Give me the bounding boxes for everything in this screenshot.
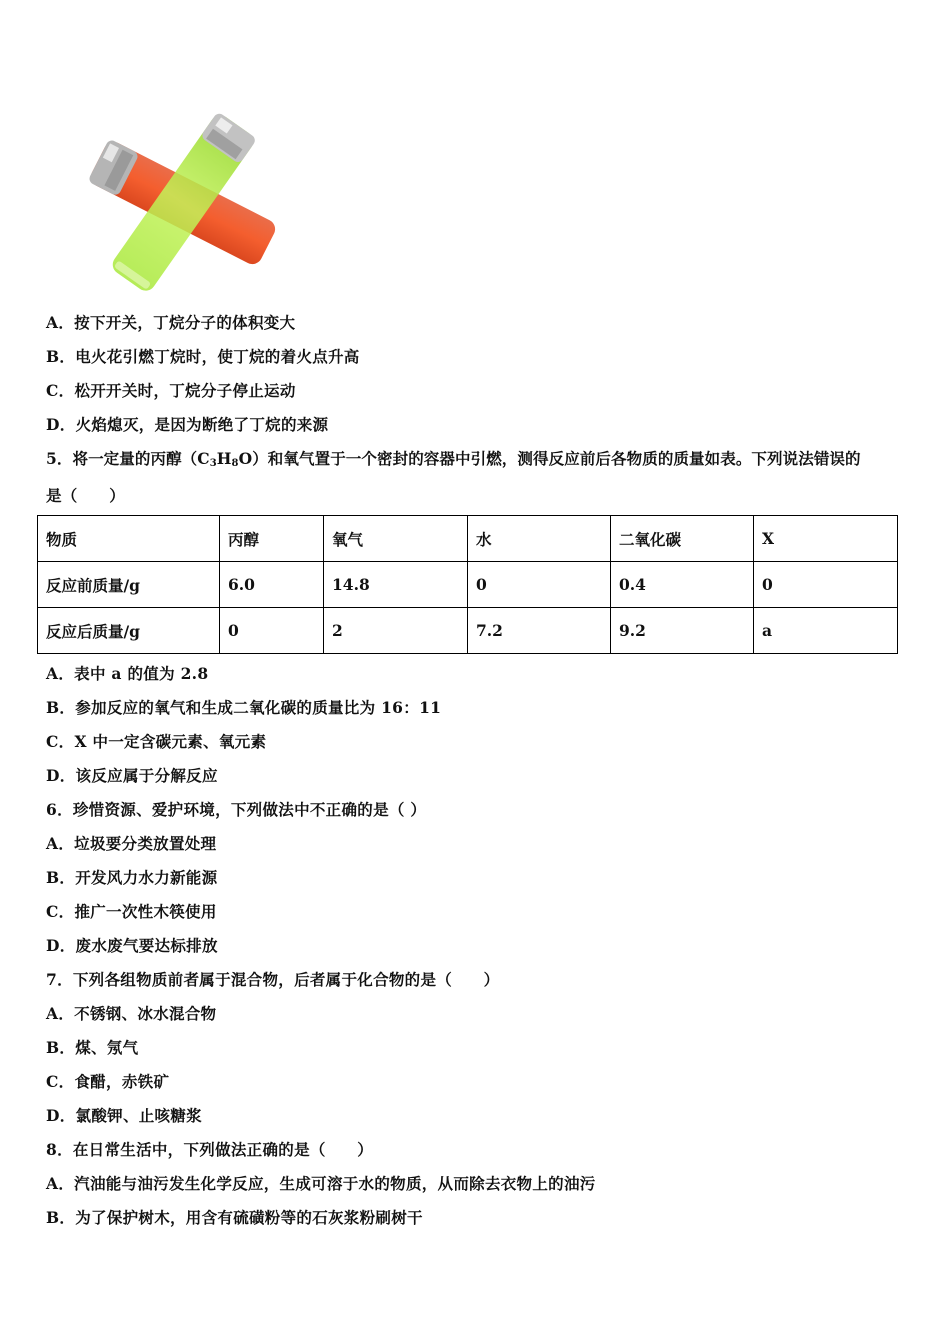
table-header-cell: X	[754, 516, 898, 562]
table-cell: 14.8	[324, 562, 468, 608]
table-header-cell: 二氧化碳	[611, 516, 754, 562]
table-cell: a	[754, 608, 898, 654]
q7-option-d: D．氯酸钾、止咳糖浆	[46, 1106, 202, 1125]
table-cell: 0	[220, 608, 324, 654]
q4-option-a: A．按下开关，丁烷分子的体积变大	[46, 313, 296, 332]
table-cell: 9.2	[611, 608, 754, 654]
table-header-cell: 丙醇	[220, 516, 324, 562]
q5-option-b: B．参加反应的氧气和生成二氧化碳的质量比为 16：11	[46, 698, 442, 717]
table-cell: 0.4	[611, 562, 754, 608]
table-cell: 反应后质量/g	[38, 608, 220, 654]
table-cell: 2	[324, 608, 468, 654]
q6-option-d: D．废水废气要达标排放	[46, 936, 218, 955]
table-header-cell: 氧气	[324, 516, 468, 562]
q5-option-a: A．表中 a 的值为 2.8	[46, 664, 209, 683]
q7-option-b: B．煤、氖气	[46, 1038, 139, 1057]
q6-option-c: C．推广一次性木筷使用	[46, 902, 217, 921]
q8-option-a: A．汽油能与油污发生化学反应，生成可溶于水的物质，从而除去衣物上的油污	[46, 1174, 596, 1193]
table-header-cell: 物质	[38, 516, 220, 562]
q6-option-a: A．垃圾要分类放置处理	[46, 834, 217, 853]
lighters-illustration	[78, 108, 288, 293]
q5-stem: 5．将一定量的丙醇$(C_3H_8O)$和氧气置于一个密封的容器中引燃，测得反应前后各物质的质量如表。下列说法错误的	[46, 449, 861, 469]
mass-table	[37, 515, 898, 654]
q6-option-b: B．开发风力水力新能源	[46, 868, 218, 887]
q5-option-d: D．该反应属于分解反应	[46, 766, 218, 785]
q7-stem: 7．下列各组物质前者属于混合物，后者属于化合物的是（ ）	[46, 970, 500, 989]
table-cell: 0	[468, 562, 611, 608]
table-row	[38, 608, 898, 654]
table-row	[38, 562, 898, 608]
q5-option-c: C．X 中一定含碳元素、氧元素	[46, 732, 267, 751]
q8-stem: 8．在日常生活中，下列做法正确的是（ ）	[46, 1140, 374, 1159]
table-header-row	[38, 516, 898, 562]
table-cell: 6.0	[220, 562, 324, 608]
q4-option-d: D．火焰熄灭，是因为断绝了丁烷的来源	[46, 415, 329, 434]
table-cell: 0	[754, 562, 898, 608]
q7-option-c: C．食醋，赤铁矿	[46, 1072, 170, 1091]
table-cell: 反应前质量/g	[38, 562, 220, 608]
q6-stem: 6．珍惜资源、爱护环境，下列做法中不正确的是（ ）	[46, 800, 427, 819]
table-cell: 7.2	[468, 608, 611, 654]
q8-option-b: B．为了保护树木，用含有硫磺粉等的石灰浆粉刷树干	[46, 1208, 423, 1227]
q5-stem-line2: 是（ ）	[46, 486, 126, 505]
q4-option-b: B．电火花引燃丁烷时，使丁烷的着火点升高	[46, 347, 360, 366]
q4-option-c: C．松开开关时，丁烷分子停止运动	[46, 381, 296, 400]
table-header-cell: 水	[468, 516, 611, 562]
q7-option-a: A．不锈钢、冰水混合物	[46, 1004, 217, 1023]
